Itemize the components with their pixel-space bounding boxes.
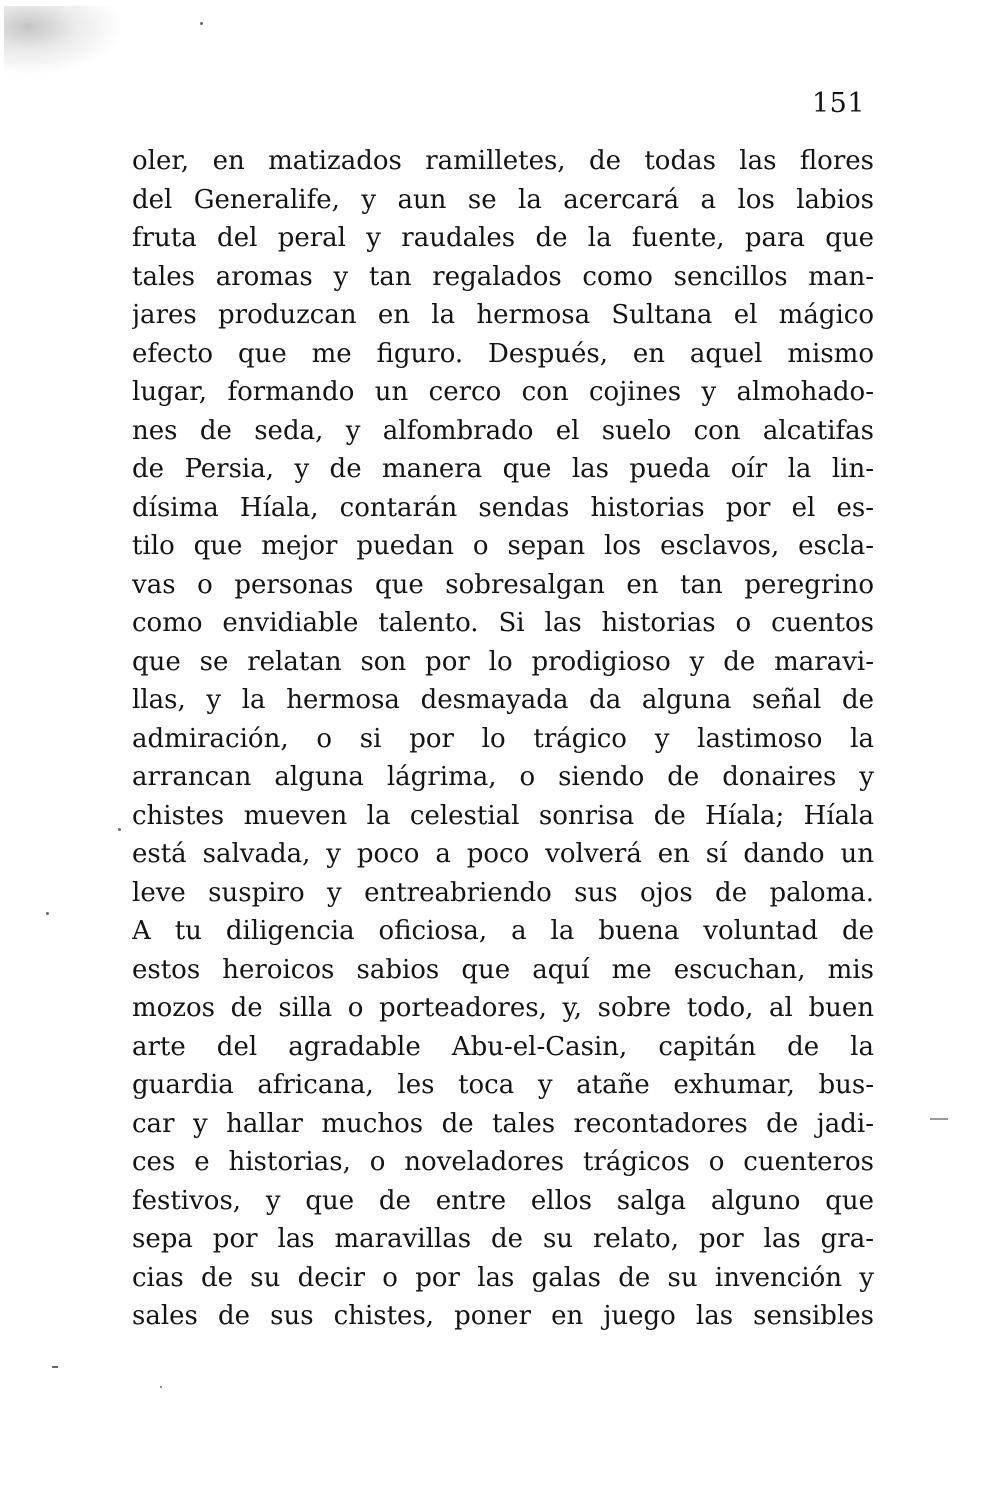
text-line: guardia africana, les toca y atañe exhumar, bus- xyxy=(132,1070,874,1100)
text-line: sales de sus chistes, poner en juego las sensibles xyxy=(132,1301,874,1331)
speck xyxy=(118,828,121,831)
text-line: A tu diligencia oficiosa, a la buena voluntad de xyxy=(132,916,874,946)
speck xyxy=(52,1366,58,1368)
text-line: jares produzcan en la hermosa Sultana el mágico xyxy=(132,300,874,330)
text-line: fruta del peral y raudales de la fuente, para que xyxy=(132,223,874,253)
text-line: está salvada, y poco a poco volverá en sí dando un xyxy=(132,839,874,869)
text-line: vas o personas que sobresalgan en tan peregrino xyxy=(132,569,874,600)
text-line: admiración, o si por lo trágico y lastimoso la xyxy=(132,723,874,754)
text-line: ces e historias, o noveladores trágicos o cuenteros xyxy=(132,1147,874,1177)
speck xyxy=(200,22,203,25)
text-line: efecto que me figuro. Después, en aquel mismo xyxy=(132,338,874,369)
text-line: estos heroicos sabios que aquí me escuchan, mis xyxy=(132,954,874,985)
speck xyxy=(930,1118,948,1120)
text-line: sepa por las maravillas de su relato, por las gra- xyxy=(132,1224,874,1254)
text-line: arrancan alguna lágrima, o siendo de donaires y xyxy=(132,762,874,792)
corner-smudge xyxy=(4,6,124,76)
text-line: car y hallar muchos de tales recontadores de jadi- xyxy=(132,1108,874,1139)
text-line: de Persia, y de manera que las pueda oír la lin- xyxy=(132,454,874,484)
text-line: leve suspiro y entreabriendo sus ojos de paloma. xyxy=(132,877,874,908)
text-line: chistes mueven la celestial sonrisa de Híala; Híala xyxy=(132,800,874,831)
speck xyxy=(160,1386,162,1388)
text-line: festivos, y que de entre ellos salga alguno que xyxy=(132,1185,874,1216)
text-line: como envidiable talento. Si las historias o cuentos xyxy=(132,608,874,638)
text-line: oler, en matizados ramilletes, de todas las flores xyxy=(132,146,874,176)
body-text xyxy=(132,142,874,1336)
text-line: que se relatan son por lo prodigioso y de maravi- xyxy=(132,646,874,677)
text-line: lugar, formando un cerco con cojines y almohado- xyxy=(132,377,874,407)
text-line: llas, y la hermosa desmayada da alguna señal de xyxy=(132,685,874,715)
text-line: cias de su decir o por las galas de su invención y xyxy=(132,1262,874,1293)
text-line: dísima Híala, contarán sendas historias por el es- xyxy=(132,492,874,523)
text-line: tilo que mejor puedan o sepan los esclavos, escla- xyxy=(132,531,874,561)
page-number: 151 xyxy=(812,88,866,119)
text-line: mozos de silla o porteadores, y, sobre todo, al buen xyxy=(132,993,874,1023)
text-line: nes de seda, y alfombrado el suelo con alcatifas xyxy=(132,415,874,446)
speck xyxy=(46,912,49,915)
text-line: del Generalife, y aun se la acercará a los labios xyxy=(132,184,874,215)
text-line: arte del agradable Abu-el-Casin, capitán de la xyxy=(132,1031,874,1062)
text-line: tales aromas y tan regalados como sencillos man- xyxy=(132,261,874,292)
